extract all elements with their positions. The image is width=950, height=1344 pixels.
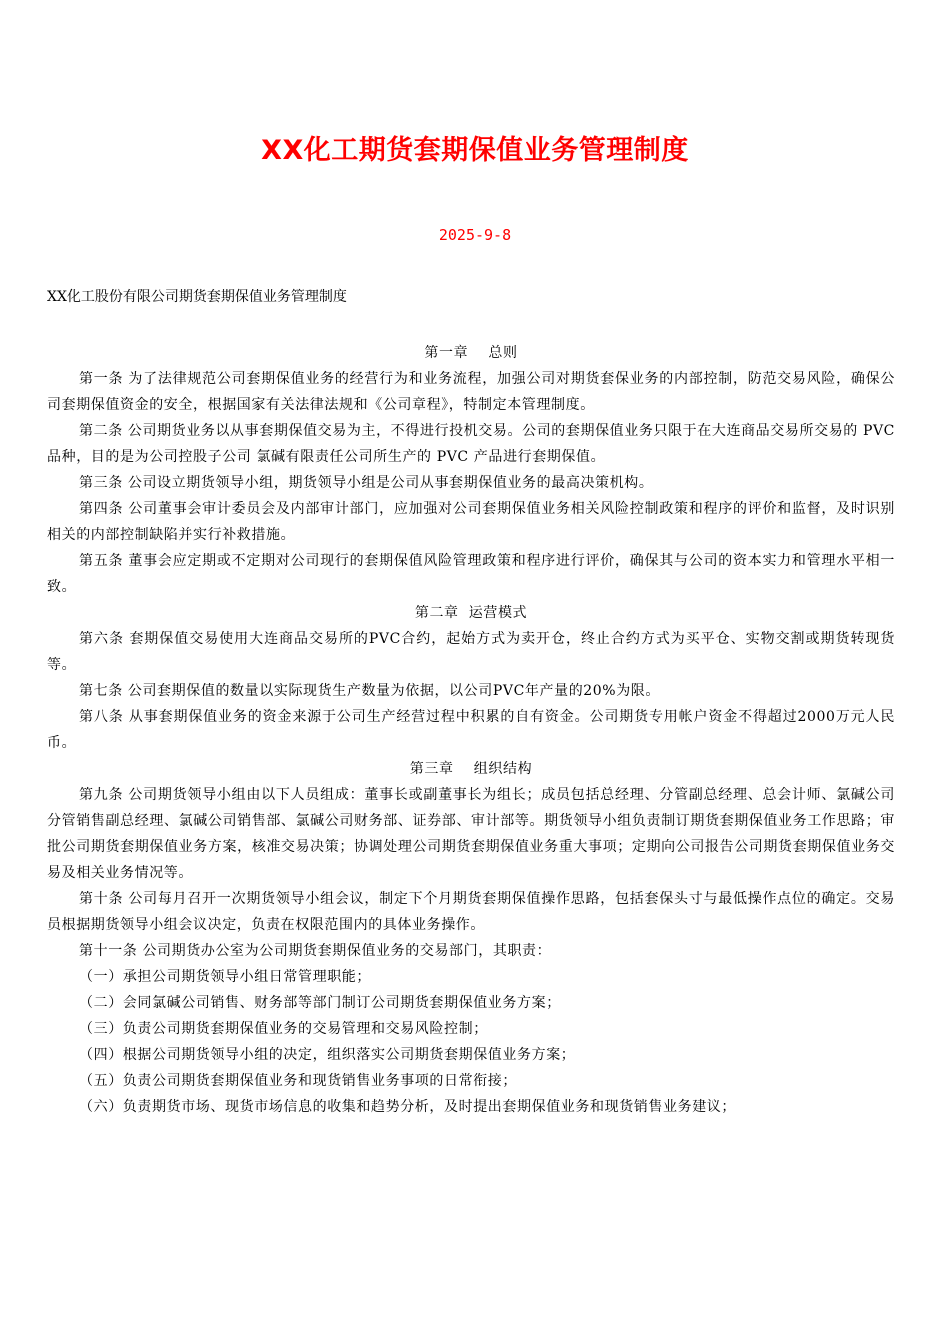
document-title: XX化工期货套期保值业务管理制度 bbox=[261, 135, 689, 166]
list-item: （四）根据公司期货领导小组的决定，组织落实公司期货套期保值业务方案； bbox=[79, 1047, 576, 1063]
document-subtitle: XX化工股份有限公司期货套期保值业务管理制度 bbox=[47, 289, 347, 305]
document-body bbox=[47, 340, 895, 1120]
chapter-heading: 第三章 组织结构 bbox=[409, 761, 533, 777]
article-paragraph: 第七条 公司套期保值的数量以实际现货生产数量为依据，以公司PVC年产量的20%为限。 bbox=[79, 683, 661, 699]
article-paragraph: 第二条 公司期货业务以从事套期保值交易为主，不得进行投机交易。公司的套期保值业务只限于在大连商品交易所交易的 PVC 品种，目的是为公司控股子公司 氯碱有限责任公司所生产的 PVC 产品进行套期保值。 bbox=[47, 423, 895, 465]
list-item: （一）承担公司期货领导小组日常管理职能； bbox=[79, 969, 371, 985]
chapter-heading: 第二章 运营模式 bbox=[414, 605, 528, 621]
article-paragraph: 第三条 公司设立期货领导小组，期货领导小组是公司从事套期保值业务的最高决策机构。 bbox=[79, 475, 654, 491]
list-item: （六）负责期货市场、现货市场信息的收集和趋势分析，及时提出套期保值业务和现货销售业务建议； bbox=[79, 1099, 736, 1115]
document-date: 2025-9-8 bbox=[438, 226, 512, 244]
article-paragraph: 第一条 为了法律规范公司套期保值业务的经营行为和业务流程，加强公司对期货套保业务的内部控制，防范交易风险，确保公司套期保值资金的安全，根据国家有关法律法规和《公司章程》，特制定本管理制度。 bbox=[47, 371, 895, 413]
article-paragraph: 第十一条 公司期货办公室为公司期货套期保值业务的交易部门，其职责： bbox=[79, 943, 552, 959]
article-paragraph: 第四条 公司董事会审计委员会及内部审计部门，应加强对公司套期保值业务相关风险控制政策和程序的评价和监督，及时识别相关的内部控制缺陷并实行补救措施。 bbox=[47, 501, 895, 543]
list-item: （三）负责公司期货套期保值业务的交易管理和交易风险控制； bbox=[79, 1021, 488, 1037]
article-paragraph: 第九条 公司期货领导小组由以下人员组成：董事长或副董事长为组长；成员包括总经理、分管副总经理、总会计师、氯碱公司分管销售副总经理、氯碱公司销售部、氯碱公司财务部、证券部、审计部等。期货领导小组负责制订期货套期保值业务工作思路；审批公司期货套期保值业务方案，核准交易决策；协调处理公司期货套期保值业务重大事项；定期向公司报告公司期货套期保值业务交易及相关业务情况等。 bbox=[47, 787, 895, 881]
article-paragraph: 第十条 公司每月召开一次期货领导小组会议，制定下个月期货套期保值操作思路，包括套保头寸与最低操作点位的确定。交易员根据期货领导小组会议决定，负责在权限范围内的具体业务操作。 bbox=[47, 891, 895, 933]
article-paragraph: 第八条 从事套期保值业务的资金来源于公司生产经营过程中积累的自有资金。公司期货专用帐户资金不得超过2000万元人民币。 bbox=[47, 709, 895, 751]
article-paragraph: 第六条 套期保值交易使用大连商品交易所的PVC合约，起始方式为卖开仓，终止合约方式为买平仓、实物交割或期货转现货等。 bbox=[47, 631, 895, 673]
chapter-heading: 第一章 总则 bbox=[424, 345, 518, 361]
list-item: （五）负责公司期货套期保值业务和现货销售业务事项的日常衔接； bbox=[79, 1073, 517, 1089]
list-item: （二）会同氯碱公司销售、财务部等部门制订公司期货套期保值业务方案； bbox=[79, 995, 561, 1011]
article-paragraph: 第五条 董事会应定期或不定期对公司现行的套期保值风险管理政策和程序进行评价，确保其与公司的资本实力和管理水平相一致。 bbox=[47, 553, 895, 595]
